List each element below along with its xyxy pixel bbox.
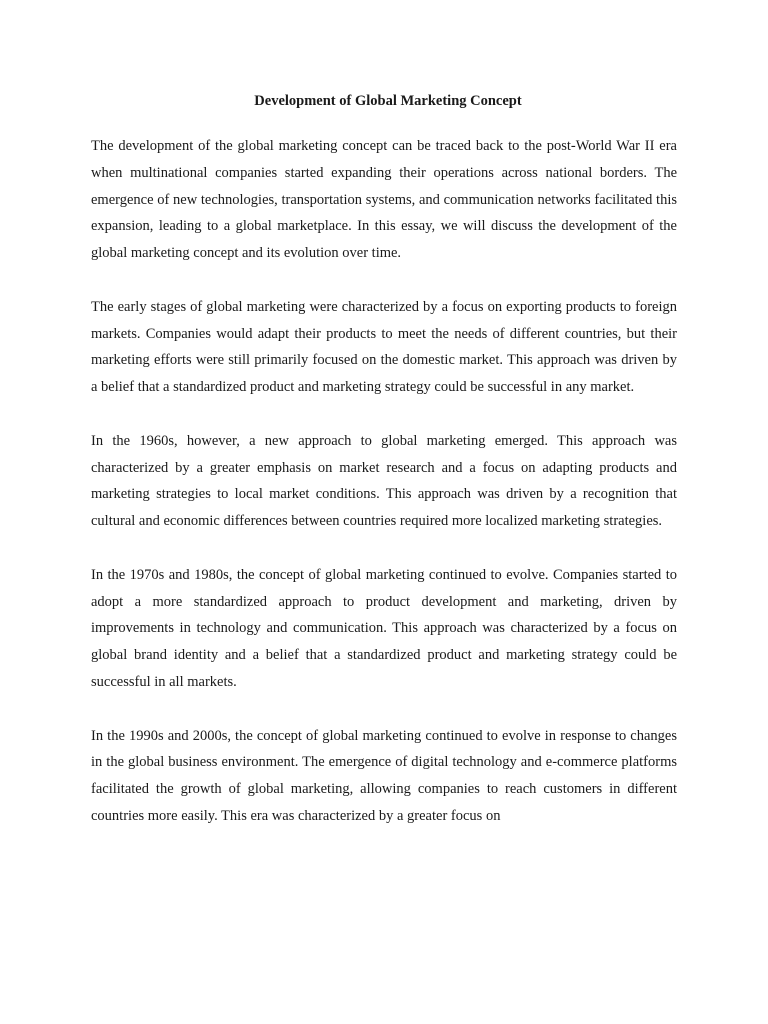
- document-page: [91, 88, 677, 857]
- paragraph-5: In the 1990s and 2000s, the concept of global marketing continued to evolve in response to changes in the global business environment. The emergence of digital technology and e-commerce platforms facilitated the growth of global marketing, allowing companies to reach customers in different countries more easily. This era was characterized by a greater focus on: [91, 727, 677, 824]
- document-title: Development of Global Marketing Concept: [254, 93, 522, 109]
- paragraph-4: In the 1970s and 1980s, the concept of global marketing continued to evolve. Companies started to adopt a more standardized approach to product development and marketing, driven by improvements in technology and communication. This approach was characterized by a focus on global brand identity and a belief that a standardized product and marketing strategy could be successful in all markets.: [91, 566, 677, 690]
- paragraph-1: The development of the global marketing concept can be traced back to the post-World War II era when multinational companies started expanding their operations across national borders. The emergence of new technologies, transportation systems, and communication networks facilitated this expansion, leading to a global marketplace. In this essay, we will discuss the development of the global marketing concept and its evolution over time.: [91, 138, 677, 262]
- paragraph-2: The early stages of global marketing were characterized by a focus on exporting products to foreign markets. Companies would adapt their products to meet the needs of different countries, but their marketing efforts were still primarily focused on the domestic market. This approach was driven by a belief that a standardized product and marketing strategy could be successful in any market.: [91, 298, 677, 396]
- paragraph-3: In the 1960s, however, a new approach to global marketing emerged. This approach was characterized by a greater emphasis on market research and a focus on adapting products and marketing strategies to local market conditions. This approach was driven by a recognition that cultural and economic differences between countries required more localized marketing strategies.: [91, 432, 677, 530]
